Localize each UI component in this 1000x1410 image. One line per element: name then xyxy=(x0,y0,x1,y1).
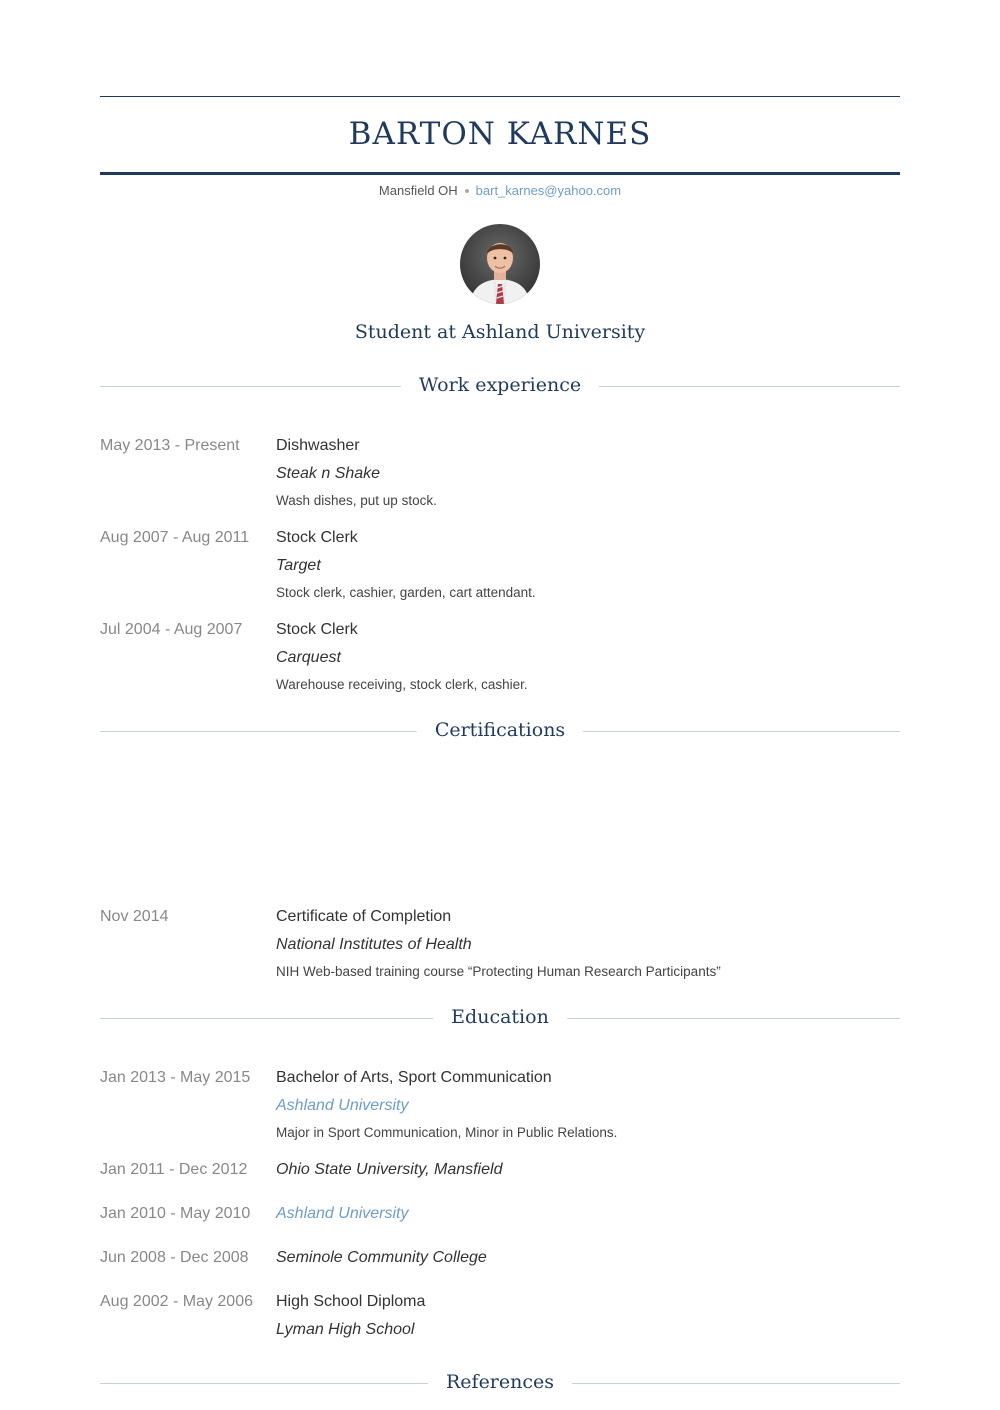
entry-description: Stock clerk, cashier, garden, cart attendant. xyxy=(276,585,536,600)
section-title: References xyxy=(428,1367,572,1397)
headline: Student at Ashland University xyxy=(354,321,646,343)
contact-line xyxy=(100,182,900,200)
entry-organization: Lyman High School xyxy=(276,1321,415,1338)
entry-description: Warehouse receiving, stock clerk, cashier. xyxy=(276,677,528,692)
avatar-photo xyxy=(460,224,540,304)
entry-date: Aug 2002 - May 2006 xyxy=(100,1293,253,1310)
location-text: Mansfield OH xyxy=(378,183,458,198)
section-title: Work experience xyxy=(401,370,599,400)
header-top-rule xyxy=(100,96,900,97)
avatar xyxy=(460,224,540,304)
entry-title: Stock Clerk xyxy=(276,621,358,638)
entry-organization: Ohio State University, Mansfield xyxy=(276,1161,503,1178)
entry-date: Jul 2004 - Aug 2007 xyxy=(100,621,243,638)
entry-title: Dishwasher xyxy=(276,437,360,454)
entry-description: Major in Sport Communication, Minor in Public Relations. xyxy=(276,1125,618,1140)
entry-organization: Steak n Shake xyxy=(276,465,381,482)
separator-dot xyxy=(465,189,469,193)
entry-date: May 2013 - Present xyxy=(100,437,240,454)
section-education-heading xyxy=(100,1002,900,1032)
section-references-heading xyxy=(100,1367,900,1397)
entry-date: Jun 2008 - Dec 2008 xyxy=(100,1249,249,1266)
entry-title: Stock Clerk xyxy=(276,529,358,546)
entry-description: Wash dishes, put up stock. xyxy=(276,493,437,508)
entry-organization: Target xyxy=(276,557,321,574)
candidate-name: BARTON KARNES xyxy=(348,116,652,152)
entry-date: Nov 2014 xyxy=(100,908,169,925)
entry-date: Aug 2007 - Aug 2011 xyxy=(100,529,250,546)
entry-date: Jan 2011 - Dec 2012 xyxy=(100,1161,248,1178)
section-certifications-heading xyxy=(100,715,900,745)
resume-page xyxy=(100,0,900,1410)
section-work-heading xyxy=(100,370,900,400)
entry-organization-link[interactable]: Ashland University xyxy=(276,1205,409,1222)
header-bottom-rule xyxy=(100,172,900,175)
entry-description: NIH Web-based training course “Protecting Human Research Participants” xyxy=(276,964,721,979)
entry-date: Jan 2010 - May 2010 xyxy=(100,1205,251,1222)
entry-organization: Carquest xyxy=(276,649,341,666)
section-title: Certifications xyxy=(417,715,583,745)
entry-organization-link[interactable]: Ashland University xyxy=(276,1097,409,1114)
entry-organization: Seminole Community College xyxy=(276,1249,487,1266)
entry-date: Jan 2013 - May 2015 xyxy=(100,1069,251,1086)
section-title: Education xyxy=(433,1002,567,1032)
entry-title: Certificate of Completion xyxy=(276,908,452,925)
entry-organization: National Institutes of Health xyxy=(276,936,472,953)
entry-title: High School Diploma xyxy=(276,1293,426,1310)
entry-title: Bachelor of Arts, Sport Communication xyxy=(276,1069,552,1086)
email-link[interactable]: bart_karnes@yahoo.com xyxy=(475,183,622,198)
